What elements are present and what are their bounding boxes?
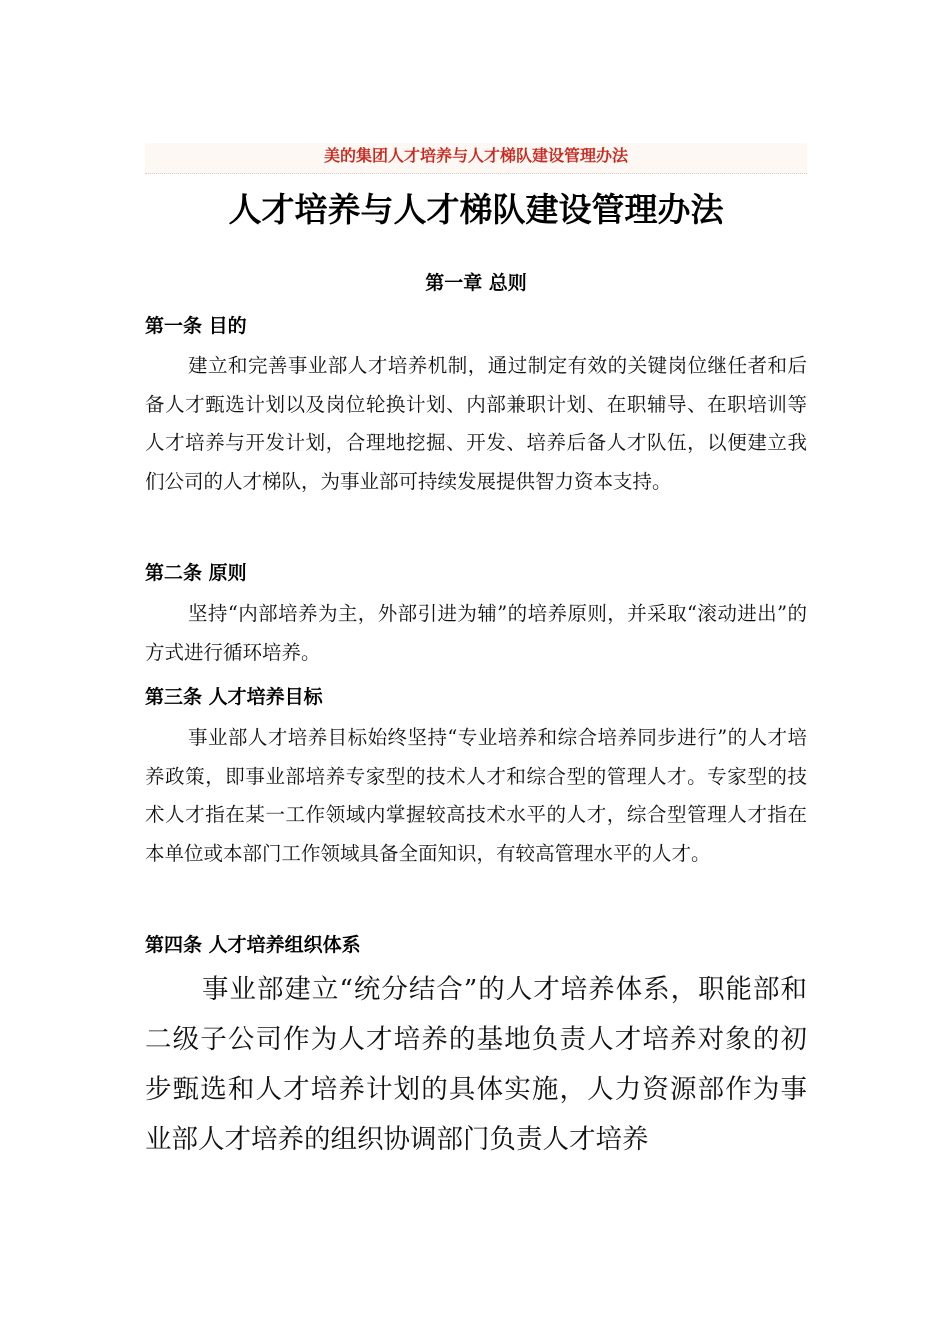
article-1-body: 建立和完善事业部人才培养机制，通过制定有效的关键岗位继任者和后备人才甄选计划以及岗位轮换计划、内部兼职计划、在职辅导、在职培训等人才培养与开发计划，合理地挖掘、开发、培养后备人才队伍，以便建立我们公司的人才梯队，为事业部可持续发展提供智力资本支持。 xyxy=(145,354,807,493)
article-3-heading: 第三条 人才培养目标 xyxy=(145,686,323,708)
article-3-body: 事业部人才培养目标始终坚持“专业培养和综合培养同步进行”的人才培养政策，即事业部培养专家型的技术人才和综合型的管理人才。专家型的技术人才指在某一工作领域内掌握较高技术水平的人才，综合型管理人才指在本单位或本部门工作领域具备全面知识，有较高管理水平的人才。 xyxy=(145,726,807,865)
article-1-heading: 第一条 目的 xyxy=(145,315,247,337)
article-2-body: 坚持“内部培养为主，外部引进为辅”的培养原则，并采取“滚动进出”的方式进行循环培养。 xyxy=(145,602,807,664)
article-4-heading: 第四条 人才培养组织体系 xyxy=(145,934,361,956)
document-title: 人才培养与人才梯队建设管理办法 xyxy=(228,190,724,229)
article-4-body: 事业部建立“统分结合”的人才培养体系，职能部和二级子公司作为人才培养的基地负责人才培养对象的初步甄选和人才培养计划的具体实施，人力资源部作为事业部人才培养的组织协调部门负责人才培养 xyxy=(145,974,807,1155)
chapter-heading: 第一章 总则 xyxy=(425,272,527,294)
article-2-heading: 第二条 原则 xyxy=(145,562,247,584)
running-header: 美的集团人才培养与人才梯队建设管理办法 xyxy=(145,143,807,174)
